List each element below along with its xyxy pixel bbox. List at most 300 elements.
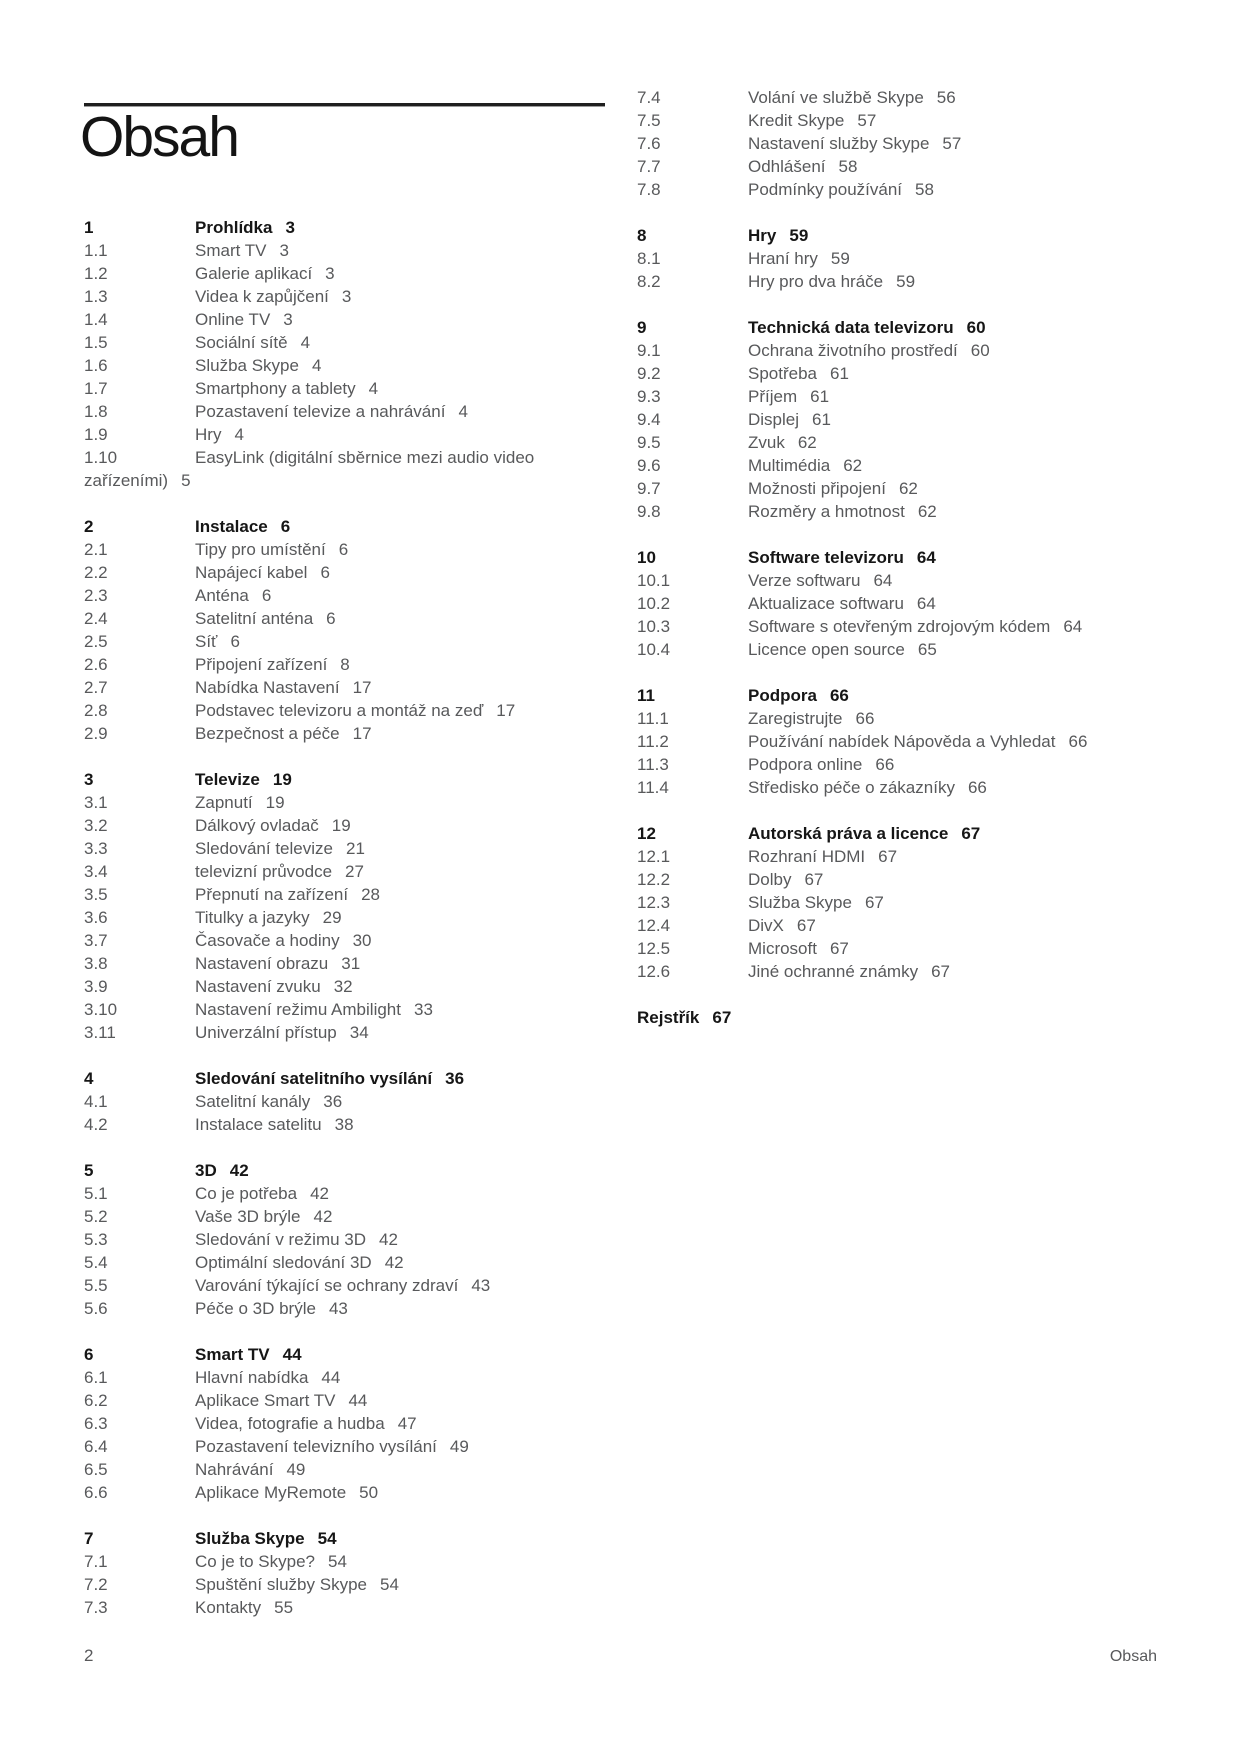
toc-row-title: Nastavení zvuku xyxy=(195,977,321,996)
toc-chapter-row xyxy=(84,216,614,239)
toc-row-page: 6 xyxy=(230,632,240,651)
toc-row-number: 1 xyxy=(84,218,94,237)
toc-row-number: 10.2 xyxy=(637,594,671,613)
toc-row-page: 62 xyxy=(917,502,937,521)
toc-entry-row xyxy=(637,914,1167,937)
toc-row-title: Sociální sítě xyxy=(195,333,288,352)
toc-entry-row xyxy=(84,308,614,331)
toc-entry-row xyxy=(637,408,1167,431)
toc-row-title: Instalace xyxy=(195,517,268,536)
toc-row-number: 1.9 xyxy=(84,425,108,444)
toc-entry-row xyxy=(84,377,614,400)
toc-row-title: Verze softwaru xyxy=(748,571,861,590)
toc-row-number: 5.5 xyxy=(84,1276,108,1295)
toc-row-title: Smart TV xyxy=(195,1345,270,1364)
toc-group xyxy=(84,1159,614,1320)
toc-group xyxy=(637,1006,1167,1029)
toc-row-number: 7.4 xyxy=(637,88,661,107)
toc-group xyxy=(84,768,614,1044)
toc-row-number: 5.3 xyxy=(84,1230,108,1249)
toc-row-number: 2.5 xyxy=(84,632,108,651)
toc-row-page: 5 xyxy=(181,471,191,490)
toc-row-number: 2.4 xyxy=(84,609,108,628)
toc-row-page: 6 xyxy=(261,586,272,605)
toc-row-page: 54 xyxy=(328,1552,347,1571)
toc-row-title: Ochrana životního prostředí xyxy=(748,341,958,360)
toc-row-page: 4 xyxy=(368,379,379,398)
toc-row-number: 8.1 xyxy=(637,249,661,268)
toc-row-page: 64 xyxy=(916,594,936,613)
toc-row-page: 3 xyxy=(325,264,335,283)
toc-row-number: 11.4 xyxy=(637,778,669,797)
toc-row-number: 3.11 xyxy=(84,1023,116,1042)
toc-row-number: 9.5 xyxy=(637,433,661,452)
toc-entry-row xyxy=(84,1297,614,1320)
toc-row-title: Služba Skype xyxy=(748,893,852,912)
toc-group xyxy=(84,515,614,745)
toc-row-number: 7.1 xyxy=(84,1552,108,1571)
toc-row-title: Volání ve službě Skype xyxy=(748,88,924,107)
toc-row-number: 7 xyxy=(84,1529,94,1548)
toc-row-number: 2.2 xyxy=(84,563,108,582)
toc-entry-row xyxy=(637,109,1167,132)
toc-row-page: 4 xyxy=(234,425,244,444)
toc-row-number: 2.8 xyxy=(84,701,108,720)
toc-row-page: 64 xyxy=(916,548,936,567)
toc-row-page: 62 xyxy=(797,433,817,452)
toc-row-title: Síť xyxy=(195,632,218,651)
toc-row-page: 66 xyxy=(875,755,895,774)
toc-row-number: 1.10 xyxy=(84,448,118,467)
toc-row-title: Nastavení služby Skype xyxy=(748,134,930,153)
toc-row-title: Licence open source xyxy=(748,640,905,659)
toc-row-number: 12.1 xyxy=(637,847,671,866)
toc-row-title: Aplikace MyRemote xyxy=(195,1483,347,1502)
toc-entry-row xyxy=(84,1113,614,1136)
toc-row-title: Multimédia xyxy=(748,456,831,475)
toc-row-title: Software s otevřeným zdrojovým kódem xyxy=(748,617,1051,636)
toc-entry-row xyxy=(84,1435,614,1458)
toc-entry-row xyxy=(84,860,614,883)
toc-row-page: 42 xyxy=(384,1253,404,1272)
toc-row-title: Vaše 3D brýle xyxy=(195,1207,301,1226)
toc-entry-row xyxy=(84,814,614,837)
toc-row-page: 50 xyxy=(359,1483,379,1502)
toc-row-page: 59 xyxy=(830,249,850,268)
toc-entry-row xyxy=(84,400,614,423)
toc-row-page: 42 xyxy=(229,1161,249,1180)
toc-entry-row xyxy=(84,699,614,722)
toc-entry-row xyxy=(84,262,614,285)
toc-row-number: 6.4 xyxy=(84,1437,108,1456)
toc-row-number: 7.8 xyxy=(637,180,661,199)
toc-row-page: 54 xyxy=(317,1529,337,1548)
toc-entry-row xyxy=(84,538,614,561)
toc-row-title: Hraní hry xyxy=(748,249,818,268)
toc-row-page: 57 xyxy=(857,111,877,130)
toc-row-number: 10.3 xyxy=(637,617,671,636)
toc-chapter-row xyxy=(84,515,614,538)
toc-entry-row xyxy=(84,423,614,446)
toc-row-page: 21 xyxy=(345,839,365,858)
toc-row-title: Smart TV xyxy=(195,241,267,260)
toc-row-page: 33 xyxy=(413,1000,433,1019)
toc-row-title: Péče o 3D brýle xyxy=(195,1299,316,1318)
toc-row-number: 9.3 xyxy=(637,387,661,406)
toc-row-number: 11.1 xyxy=(637,709,669,728)
toc-row-title: Podpora xyxy=(748,686,817,705)
toc-row-number: 12.2 xyxy=(637,870,671,889)
toc-row-page: 19 xyxy=(331,816,351,835)
toc-row-title: Podmínky používání xyxy=(748,180,903,199)
toc-row-number: 9.6 xyxy=(637,456,661,475)
toc-row-page: 38 xyxy=(334,1115,354,1134)
toc-entry-row xyxy=(84,676,614,699)
toc-row-title: Služba Skype xyxy=(195,1529,305,1548)
toc-row-page: 6 xyxy=(280,517,291,536)
toc-row-title: Podpora online xyxy=(748,755,863,774)
toc-row-number: 12.4 xyxy=(637,916,671,935)
toc-row-number: 5.2 xyxy=(84,1207,108,1226)
toc-row-page: 3 xyxy=(279,241,289,260)
toc-row-title: Nastavení režimu Ambilight xyxy=(195,1000,401,1019)
toc-row-number: 11 xyxy=(637,686,655,705)
toc-row-title: Rozhraní HDMI xyxy=(748,847,866,866)
toc-row-page: 67 xyxy=(961,824,981,843)
toc-row-title: Spotřeba xyxy=(748,364,817,383)
toc-row-number: 3.1 xyxy=(84,793,108,812)
toc-row-number: 3.8 xyxy=(84,954,108,973)
toc-row-page: 42 xyxy=(310,1184,329,1203)
toc-entry-row xyxy=(637,937,1167,960)
toc-chapter-row xyxy=(84,768,614,791)
toc-entry-row xyxy=(84,1251,614,1274)
toc-row-number: 7.7 xyxy=(637,157,661,176)
toc-row-number: 9.1 xyxy=(637,341,661,360)
toc-row-number: 6.6 xyxy=(84,1483,108,1502)
toc-entry-row xyxy=(84,722,614,745)
toc-entry-row xyxy=(637,155,1167,178)
toc-row-page: 19 xyxy=(272,770,292,789)
toc-row-number: 5.6 xyxy=(84,1299,108,1318)
toc-row-title: Optimální sledování 3D xyxy=(195,1253,372,1272)
toc-entry-row xyxy=(84,561,614,584)
toc-row-title: Služba Skype xyxy=(195,356,299,375)
toc-entry-row xyxy=(637,270,1167,293)
toc-column-right xyxy=(637,86,1167,1029)
toc-row-number: 3.2 xyxy=(84,816,108,835)
toc-entry-row xyxy=(84,446,614,492)
toc-chapter-row xyxy=(637,224,1167,247)
toc-row-title: Satelitní anténa xyxy=(195,609,314,628)
toc-entry-row xyxy=(637,86,1167,109)
toc-row-page: 6 xyxy=(338,540,349,559)
toc-entry-row xyxy=(637,431,1167,454)
toc-entry-row xyxy=(637,500,1167,523)
toc-entry-row xyxy=(84,929,614,952)
toc-row-title: 3D xyxy=(195,1161,217,1180)
toc-row-number: 1.2 xyxy=(84,264,108,283)
toc-row-title: Používání nabídek Nápověda a Vyhledat xyxy=(748,732,1056,751)
toc-row-title: Zvuk xyxy=(748,433,785,452)
toc-row-number: 1.3 xyxy=(84,287,108,306)
toc-chapter-row xyxy=(84,1159,614,1182)
toc-row-title: Aplikace Smart TV xyxy=(195,1391,336,1410)
toc-row-title: Rozměry a hmotnost xyxy=(748,502,905,521)
toc-entry-row xyxy=(84,1550,614,1573)
toc-entry-row xyxy=(84,331,614,354)
toc-row-page: 54 xyxy=(379,1575,399,1594)
toc-row-title: Varování týkající se ochrany zdraví xyxy=(195,1276,459,1295)
toc-entry-row xyxy=(637,247,1167,270)
toc-row-page: 59 xyxy=(789,226,809,245)
toc-entry-row xyxy=(637,638,1167,661)
toc-row-page: 32 xyxy=(333,977,353,996)
toc-row-title: Kontakty xyxy=(195,1598,262,1617)
toc-entry-row xyxy=(84,607,614,630)
toc-entry-row xyxy=(84,1274,614,1297)
toc-row-page: 66 xyxy=(829,686,849,705)
toc-group xyxy=(637,684,1167,799)
toc-row-number: 6.5 xyxy=(84,1460,108,1479)
toc-row-number: 9 xyxy=(637,318,647,337)
toc-row-page: 58 xyxy=(915,180,934,199)
toc-row-number: 12.6 xyxy=(637,962,671,981)
toc-row-number: 4.2 xyxy=(84,1115,108,1134)
toc-row-page: 31 xyxy=(341,954,361,973)
toc-row-page: 64 xyxy=(1063,617,1083,636)
toc-entry-row xyxy=(84,285,614,308)
toc-row-page: 66 xyxy=(967,778,987,797)
toc-row-title: Instalace satelitu xyxy=(195,1115,322,1134)
toc-entry-row xyxy=(84,883,614,906)
toc-group xyxy=(637,316,1167,523)
toc-row-title: Aktualizace softwaru xyxy=(748,594,904,613)
toc-row-number: 8 xyxy=(637,226,647,245)
toc-row-title: Satelitní kanály xyxy=(195,1092,311,1111)
toc-entry-row xyxy=(84,630,614,653)
toc-row-number: 9.7 xyxy=(637,479,661,498)
toc-row-title: Rejstřík xyxy=(637,1008,700,1027)
toc-row-number: 3 xyxy=(84,770,94,789)
toc-row-title: Nabídka Nastavení xyxy=(195,678,340,697)
toc-entry-row xyxy=(84,906,614,929)
toc-row-page: 61 xyxy=(810,387,830,406)
toc-entry-row xyxy=(637,960,1167,983)
toc-row-title: Připojení zařízení xyxy=(195,655,328,674)
toc-group xyxy=(637,86,1167,201)
toc-row-title: Hry pro dva hráče xyxy=(748,272,884,291)
toc-row-title: Titulky a jazyky xyxy=(195,908,310,927)
toc-chapter-row xyxy=(637,822,1167,845)
toc-entry-row xyxy=(637,891,1167,914)
toc-row-number: 3.5 xyxy=(84,885,108,904)
toc-row-page: 60 xyxy=(970,341,990,360)
toc-entry-row xyxy=(84,1366,614,1389)
toc-row-number: 2 xyxy=(84,517,94,536)
toc-row-page: 62 xyxy=(898,479,918,498)
toc-row-number: 2.7 xyxy=(84,678,108,697)
toc-row-page: 17 xyxy=(352,724,372,743)
toc-row-number: 5.4 xyxy=(84,1253,108,1272)
toc-entry-row xyxy=(637,454,1167,477)
toc-row-page: 30 xyxy=(352,931,372,950)
toc-group xyxy=(84,1527,614,1619)
toc-group xyxy=(84,1343,614,1504)
toc-row-page: 61 xyxy=(830,364,849,383)
toc-row-title: Co je to Skype? xyxy=(195,1552,316,1571)
toc-row-number: 5 xyxy=(84,1161,94,1180)
toc-entry-row xyxy=(84,837,614,860)
toc-row-title: Pozastavení televizního vysílání xyxy=(195,1437,437,1456)
toc-row-number: 3.7 xyxy=(84,931,108,950)
toc-row-title: Galerie aplikací xyxy=(195,264,313,283)
toc-row-number: 1.5 xyxy=(84,333,108,352)
toc-column-left xyxy=(84,216,614,1619)
toc-group xyxy=(637,822,1167,983)
toc-row-page: 6 xyxy=(326,609,336,628)
toc-row-number: 6 xyxy=(84,1345,94,1364)
toc-entry-row xyxy=(84,1389,614,1412)
toc-row-title: Hlavní nabídka xyxy=(195,1368,309,1387)
toc-row-title: EasyLink (digitální sběrnice mezi audio video zařízeními) xyxy=(84,448,535,490)
toc-row-page: 43 xyxy=(471,1276,491,1295)
toc-row-number: 1.6 xyxy=(84,356,108,375)
toc-row-title: Spuštění služby Skype xyxy=(195,1575,367,1594)
toc-entry-row xyxy=(637,132,1167,155)
toc-row-title: Sledování satelitního vysílání xyxy=(195,1069,433,1088)
toc-row-title: Kredit Skype xyxy=(748,111,845,130)
toc-row-page: 29 xyxy=(322,908,342,927)
toc-row-page: 44 xyxy=(348,1391,368,1410)
toc-entry-row xyxy=(84,1021,614,1044)
toc-row-title: Univerzální přístup xyxy=(195,1023,337,1042)
page-title: Obsah xyxy=(80,105,238,169)
toc-row-page: 49 xyxy=(286,1460,306,1479)
toc-row-page: 4 xyxy=(300,333,311,352)
toc-row-number: 3.10 xyxy=(84,1000,118,1019)
toc-row-title: Dálkový ovladač xyxy=(195,816,319,835)
toc-row-number: 2.3 xyxy=(84,586,108,605)
toc-row-page: 17 xyxy=(352,678,372,697)
toc-entry-row xyxy=(84,1090,614,1113)
toc-chapter-row xyxy=(84,1067,614,1090)
toc-row-title: Podstavec televizoru a montáž na zeď xyxy=(195,701,484,720)
toc-row-number: 6.3 xyxy=(84,1414,108,1433)
toc-entry-row xyxy=(84,1412,614,1435)
toc-row-title: Dolby xyxy=(748,870,792,889)
toc-row-title: Sledování v režimu 3D xyxy=(195,1230,367,1249)
toc-row-number: 1.8 xyxy=(84,402,108,421)
toc-entry-row xyxy=(84,653,614,676)
toc-row-number: 3.9 xyxy=(84,977,108,996)
toc-row-title: DivX xyxy=(748,916,784,935)
toc-group xyxy=(637,546,1167,661)
toc-row-number: 10.1 xyxy=(637,571,671,590)
toc-row-title: Bezpečnost a péče xyxy=(195,724,340,743)
toc-row-page: 19 xyxy=(265,793,285,812)
toc-row-title: Nahrávání xyxy=(195,1460,274,1479)
toc-group xyxy=(84,1067,614,1136)
toc-row-page: 44 xyxy=(321,1368,341,1387)
footer-section-label: Obsah xyxy=(1109,1648,1157,1665)
toc-entry-row xyxy=(637,707,1167,730)
toc-row-page: 67 xyxy=(712,1008,732,1027)
toc-row-title: Videa k zapůjčení xyxy=(195,287,329,306)
toc-entry-row xyxy=(84,975,614,998)
toc-row-title: Smartphony a tablety xyxy=(195,379,356,398)
toc-chapter-row xyxy=(637,684,1167,707)
toc-entry-row xyxy=(84,1481,614,1504)
toc-chapter-row xyxy=(637,546,1167,569)
toc-group xyxy=(84,216,614,492)
toc-row-number: 1.1 xyxy=(84,241,108,260)
toc-row-number: 7.2 xyxy=(84,1575,108,1594)
toc-row-number: 9.8 xyxy=(637,502,661,521)
toc-row-number: 12 xyxy=(637,824,656,843)
toc-row-page: 3 xyxy=(285,218,295,237)
toc-row-number: 3.4 xyxy=(84,862,108,881)
toc-entry-row xyxy=(84,354,614,377)
toc-row-page: 47 xyxy=(397,1414,417,1433)
toc-entry-row xyxy=(637,362,1167,385)
toc-row-number: 2.1 xyxy=(84,540,108,559)
toc-row-page: 67 xyxy=(878,847,898,866)
toc-row-number: 2.6 xyxy=(84,655,108,674)
toc-entry-row xyxy=(637,569,1167,592)
toc-row-title: Videa, fotografie a hudba xyxy=(195,1414,385,1433)
toc-row-page: 55 xyxy=(274,1598,294,1617)
toc-row-number: 4.1 xyxy=(84,1092,108,1111)
toc-row-number: 10 xyxy=(637,548,656,567)
toc-entry-row xyxy=(637,178,1167,201)
toc-entry-row xyxy=(84,1205,614,1228)
toc-row-page: 42 xyxy=(313,1207,333,1226)
toc-row-title: Možnosti připojení xyxy=(748,479,886,498)
toc-row-number: 4 xyxy=(84,1069,94,1088)
toc-row-number: 5.1 xyxy=(84,1184,108,1203)
toc-row-page: 34 xyxy=(349,1023,369,1042)
toc-row-number: 11.2 xyxy=(637,732,669,751)
toc-row-title: Přepnutí na zařízení xyxy=(195,885,349,904)
toc-entry-row xyxy=(637,477,1167,500)
toc-row-title: Sledování televize xyxy=(195,839,333,858)
toc-row-page: 59 xyxy=(896,272,916,291)
toc-row-title: Software televizoru xyxy=(748,548,904,567)
toc-row-page: 43 xyxy=(328,1299,348,1318)
toc-row-page: 6 xyxy=(320,563,330,582)
toc-row-number: 9.2 xyxy=(637,364,661,383)
toc-entry-row xyxy=(637,776,1167,799)
toc-entry-row xyxy=(637,385,1167,408)
toc-row-number: 2.9 xyxy=(84,724,108,743)
toc-chapter-row xyxy=(637,1006,1167,1029)
toc-row-number: 7.5 xyxy=(637,111,661,130)
toc-row-page: 65 xyxy=(917,640,937,659)
toc-entry-row xyxy=(84,239,614,262)
toc-entry-row xyxy=(637,592,1167,615)
toc-row-page: 44 xyxy=(282,1345,302,1364)
toc-row-number: 7.3 xyxy=(84,1598,108,1617)
toc-row-number: 9.4 xyxy=(637,410,661,429)
toc-row-title: Tipy pro umístění xyxy=(195,540,326,559)
toc-entry-row xyxy=(637,339,1167,362)
toc-row-page: 67 xyxy=(829,939,849,958)
toc-row-page: 28 xyxy=(361,885,381,904)
toc-entry-row xyxy=(637,845,1167,868)
toc-entry-row xyxy=(637,615,1167,638)
toc-row-page: 58 xyxy=(838,157,858,176)
